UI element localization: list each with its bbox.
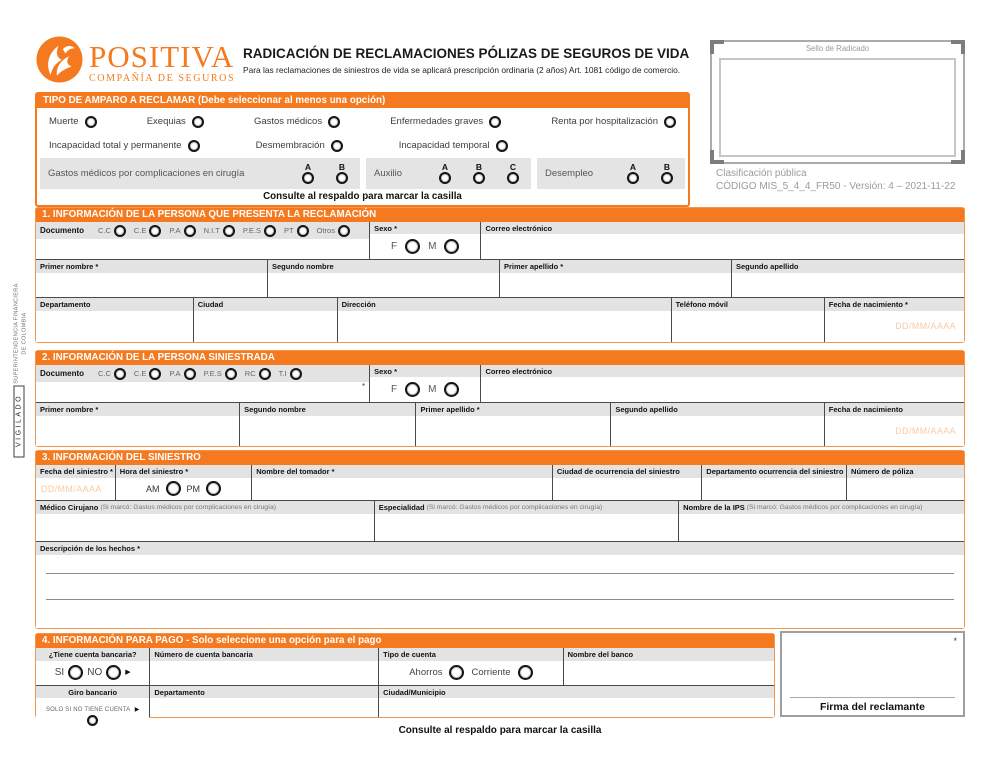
amparo-option-label: Gastos médicos [253, 116, 323, 128]
field-label: Número de cuenta bancaria [150, 648, 378, 661]
codigo-version-text: CÓDIGO MIS_5_4_4_FR50 - Versión: 4 – 2021-11-22 [716, 181, 956, 192]
radio-incapacidad-total[interactable] [188, 140, 200, 152]
radio-renta-hospitalizacion[interactable] [664, 116, 676, 128]
amparo-option-label: Desmembración [255, 140, 325, 152]
input-s1-direccion[interactable] [338, 311, 671, 342]
section-tipo-amparo [35, 92, 690, 207]
section-4-title: 4. INFORMACIÓN PARA PAGO - Solo seleccione una opción para el pago [36, 634, 774, 648]
radio-muerte[interactable] [85, 116, 97, 128]
superintendencia-watermark: SUPERINTENDENCIA FINANCIERA DE COLOMBIA [13, 283, 27, 384]
field-hint: (Si marcó: Gastos médicos por complicaciones en cirugía) [100, 504, 276, 512]
input-s3-numero-poliza[interactable] [847, 478, 964, 500]
radio-desempleo-a[interactable] [627, 172, 639, 184]
field-label: Primer nombre * [36, 260, 267, 273]
input-s1-correo[interactable] [481, 234, 964, 259]
field-label: Ciudad de ocurrencia del siniestro [553, 465, 701, 478]
correo-label: Correo electrónico [481, 365, 964, 377]
doc-option-label: N.I.T [203, 226, 220, 236]
radio-s4-cuenta-no[interactable] [106, 665, 121, 680]
sexo-f-label: F [391, 383, 398, 395]
field-label: Médico Cirujano [40, 503, 99, 513]
option-letter: B [475, 161, 483, 172]
section-4 [35, 633, 775, 718]
section-2-title: 2. INFORMACIÓN DE LA PERSONA SINIESTRADA [36, 351, 964, 365]
doc-option-label: P.A [169, 226, 181, 236]
field-label: Ciudad [194, 298, 337, 311]
field-label: Hora del siniestro * [116, 465, 251, 478]
input-s1-telefono[interactable] [672, 311, 824, 342]
radio-s2-ce[interactable] [149, 368, 161, 380]
input-s3-nombre-tomador[interactable] [252, 478, 552, 500]
doc-option-label: P.E.S [242, 226, 262, 236]
date-placeholder: DD/MM/AAAA [41, 483, 102, 494]
asterisk-mark: * [361, 381, 366, 391]
field-label: Primer apellido * [416, 403, 610, 416]
signature-box[interactable] [780, 631, 965, 717]
radio-s1-otros[interactable] [338, 225, 350, 237]
radio-desempleo-b[interactable] [661, 172, 673, 184]
form-title: RADICACIÓN DE RECLAMACIONES PÓLIZAS DE SEGUROS DE VIDA [243, 46, 690, 61]
sello-stamp-area [719, 58, 956, 157]
arrow-right-icon: ▶ [125, 669, 131, 677]
radio-s1-sexo-f[interactable] [405, 239, 420, 254]
field-label: Especialidad [378, 503, 425, 513]
amparo-note: Consulte al respaldo para marcar la casilla [263, 190, 462, 202]
input-s2-primer-apellido[interactable] [416, 416, 610, 446]
logo-brand-text: POSITIVA [89, 38, 235, 74]
amparo-group-label: Gastos médicos por complicaciones en cirugía [48, 167, 245, 179]
documento-label: Documento [40, 369, 84, 379]
field-label: Descripción de los hechos * [36, 542, 964, 555]
radio-s1-pt[interactable] [297, 225, 309, 237]
field-label: Nombre del tomador * [252, 465, 552, 478]
input-s3-departamento-ocurrencia[interactable] [702, 478, 846, 500]
input-s3-especialidad[interactable] [375, 514, 678, 541]
amparo-group-label: Desempleo [545, 167, 594, 179]
doc-option-label: T.I [278, 369, 287, 379]
positiva-logo-icon [36, 36, 83, 88]
radio-s2-ti[interactable] [290, 368, 302, 380]
field-label: Segundo apellido [611, 403, 823, 416]
radio-s2-pa[interactable] [184, 368, 196, 380]
sexo-label: Sexo * [370, 222, 480, 234]
field-label: Ciudad/Municipio [379, 686, 774, 698]
option-letter: B [338, 161, 346, 172]
input-s4-numero-cuenta[interactable] [150, 661, 378, 685]
input-s3-ciudad-ocurrencia[interactable] [553, 478, 701, 500]
sexo-f-label: F [391, 240, 398, 252]
input-s1-primer-apellido[interactable] [500, 273, 731, 297]
date-placeholder: DD/MM/AAAA [895, 321, 956, 332]
input-s2-fecha-nacimiento[interactable] [825, 416, 964, 446]
signature-line [790, 697, 955, 698]
option-letter: A [629, 161, 637, 172]
am-label: AM [146, 483, 160, 494]
radio-desmembracion[interactable] [331, 140, 343, 152]
input-s2-correo[interactable] [481, 377, 964, 402]
radio-s1-sexo-m[interactable] [444, 239, 459, 254]
field-label: Teléfono móvil [672, 298, 824, 311]
input-s4-nombre-banco[interactable] [564, 661, 774, 685]
input-s1-ciudad[interactable] [194, 311, 337, 342]
doc-option-label: C.C [98, 369, 111, 379]
corner-mark-icon [951, 40, 965, 54]
radio-s1-cc[interactable] [114, 225, 126, 237]
field-label: Fecha del siniestro * [36, 465, 115, 478]
input-s3-medico-cirujano[interactable] [36, 514, 374, 541]
radio-auxilio-b[interactable] [473, 172, 485, 184]
radio-s2-rc[interactable] [259, 368, 271, 380]
logo-tagline-text: COMPAÑÍA DE SEGUROS [89, 72, 236, 84]
field-label: Giro bancario [36, 686, 149, 698]
giro-note: SOLO SI NO TIENE CUENTA [45, 706, 131, 713]
section-3-title: 3. INFORMACIÓN DEL SINIESTRO [36, 451, 964, 465]
amparo-group-gastos-cirugia [40, 158, 360, 189]
radio-exequias[interactable] [192, 116, 204, 128]
clasificacion-text: Clasificación pública [716, 168, 807, 179]
radio-s1-pes[interactable] [264, 225, 276, 237]
input-s3-fecha-siniestro[interactable] [36, 478, 115, 500]
field-label: Nombre de la IPS [683, 503, 745, 513]
field-label: Departamento ocurrencia del siniestro [702, 465, 846, 478]
section-1-title: 1. INFORMACIÓN DE LA PERSONA QUE PRESENTA LA RECLAMACIÓN [36, 208, 964, 222]
amparo-group-desempleo [537, 158, 685, 189]
si-label: SI [54, 667, 65, 679]
section-3 [35, 450, 965, 629]
amparo-group-auxilio [366, 158, 531, 189]
field-label: Nombre del banco [564, 648, 774, 661]
doc-option-label: P.E.S [203, 369, 222, 379]
field-label: Segundo apellido [732, 260, 964, 273]
amparo-option-label: Exequias [146, 116, 186, 128]
writing-line [46, 573, 954, 574]
radio-s2-sexo-m[interactable] [444, 382, 459, 397]
vigilado-watermark: VIGILADO [14, 386, 25, 458]
writing-line [46, 599, 954, 600]
radio-auxilio-c[interactable] [507, 172, 519, 184]
input-s1-fecha-nacimiento[interactable] [825, 311, 964, 342]
field-label: Primer nombre * [36, 403, 239, 416]
field-label: Dirección [338, 298, 671, 311]
sexo-m-label: M [428, 383, 437, 395]
sello-de-radicado-box [710, 40, 965, 164]
ahorros-label: Ahorros [409, 667, 443, 679]
input-s4-departamento[interactable] [150, 698, 378, 717]
radio-s3-am[interactable] [166, 481, 181, 496]
form-subtitle: Para las reclamaciones de siniestros de vida se aplicará prescripción ordinaria (2 años) Art. 1081 código de comercio. [243, 65, 681, 75]
sexo-m-label: M [428, 240, 437, 252]
radio-enfermedades-graves[interactable] [489, 116, 501, 128]
corriente-label: Corriente [471, 667, 511, 679]
doc-option-label: C.E [133, 226, 147, 236]
bottom-note: Consulte al respaldo para marcar la casilla [398, 725, 602, 736]
input-s1-documento[interactable] [36, 239, 369, 259]
field-hint: (Si marcó: Gastos médicos por complicaciones en cirugía) [426, 504, 603, 512]
radio-s2-pes[interactable] [225, 368, 237, 380]
asterisk-mark: * [953, 636, 957, 646]
option-letter: C [509, 161, 517, 172]
amparo-option-label: Enfermedades graves [390, 116, 484, 128]
field-hint: (Si marcó: Gastos médicos por complicaciones en cirugía) [746, 504, 923, 512]
amparo-option-label: Incapacidad temporal [398, 140, 490, 152]
input-s3-descripcion-hechos[interactable] [36, 555, 964, 628]
radio-s2-sexo-f[interactable] [405, 382, 420, 397]
radio-gastos-medicos[interactable] [328, 116, 340, 128]
amparo-group-label: Auxilio [374, 167, 402, 179]
radio-incapacidad-temporal[interactable] [496, 140, 508, 152]
arrow-right-icon: ▶ [134, 706, 140, 713]
amparo-option-label: Renta por hospitalización [551, 116, 658, 128]
no-label: NO [87, 667, 103, 679]
radio-s1-pa[interactable] [184, 225, 196, 237]
signature-label: Firma del reclamante [819, 701, 926, 713]
doc-option-label: C.E [133, 369, 147, 379]
input-s3-nombre-ips[interactable] [679, 514, 964, 541]
amparo-option-label: Incapacidad total y permanente [49, 140, 182, 152]
field-label: ¿Tiene cuenta bancaria? [36, 648, 149, 661]
doc-option-label: P.A [169, 369, 181, 379]
field-label: Departamento [150, 686, 378, 698]
input-s2-segundo-apellido[interactable] [611, 416, 823, 446]
input-s2-primer-nombre[interactable] [36, 416, 239, 446]
input-s2-documento[interactable] [36, 382, 369, 402]
corner-mark-icon [710, 40, 724, 54]
input-s1-segundo-apellido[interactable] [732, 273, 964, 297]
sexo-label: Sexo * [370, 365, 480, 377]
field-label: Departamento [36, 298, 193, 311]
input-s4-ciudad-municipio[interactable] [379, 698, 774, 717]
radio-s4-corriente[interactable] [518, 665, 533, 680]
field-label: Número de póliza [847, 465, 964, 478]
field-label: Segundo nombre [268, 260, 499, 273]
positiva-logo [36, 36, 235, 88]
doc-option-label: PT [284, 226, 294, 236]
input-s1-segundo-nombre[interactable] [268, 273, 499, 297]
option-letter: A [441, 161, 449, 172]
radio-s1-nit[interactable] [223, 225, 235, 237]
section-1 [35, 207, 965, 343]
pm-label: PM [186, 483, 200, 494]
field-label: Fecha de nacimiento * [825, 298, 964, 311]
radio-s2-cc[interactable] [114, 368, 126, 380]
radio-gastos-cirugia-b[interactable] [336, 172, 348, 184]
radio-s4-cuenta-si[interactable] [68, 665, 83, 680]
date-placeholder: DD/MM/AAAA [895, 425, 956, 436]
section-tipo-amparo-title: TIPO DE AMPARO A RECLAMAR (Debe seleccionar al menos una opción) [37, 94, 688, 108]
field-label: Segundo nombre [240, 403, 415, 416]
documento-label: Documento [40, 226, 84, 236]
doc-option-label: C.C [98, 226, 111, 236]
amparo-option-label: Muerte [49, 116, 79, 128]
input-s2-segundo-nombre[interactable] [240, 416, 415, 446]
input-s1-departamento[interactable] [36, 311, 193, 342]
sello-label: Sello de Radicado [805, 44, 870, 53]
radio-s3-pm[interactable] [206, 481, 221, 496]
doc-option-label: Otros [316, 226, 335, 236]
field-label: Tipo de cuenta [379, 648, 563, 661]
section-2 [35, 350, 965, 447]
doc-option-label: RC [244, 369, 256, 379]
option-letter: B [663, 161, 671, 172]
radio-gastos-cirugia-a[interactable] [302, 172, 314, 184]
field-label: Primer apellido * [500, 260, 731, 273]
correo-label: Correo electrónico [481, 222, 964, 234]
radio-s1-ce[interactable] [149, 225, 161, 237]
option-letter: A [304, 161, 312, 172]
radio-s4-ahorros[interactable] [449, 665, 464, 680]
input-s1-primer-nombre[interactable] [36, 273, 267, 297]
field-label: Fecha de nacimiento [825, 403, 964, 416]
radio-auxilio-a[interactable] [439, 172, 451, 184]
